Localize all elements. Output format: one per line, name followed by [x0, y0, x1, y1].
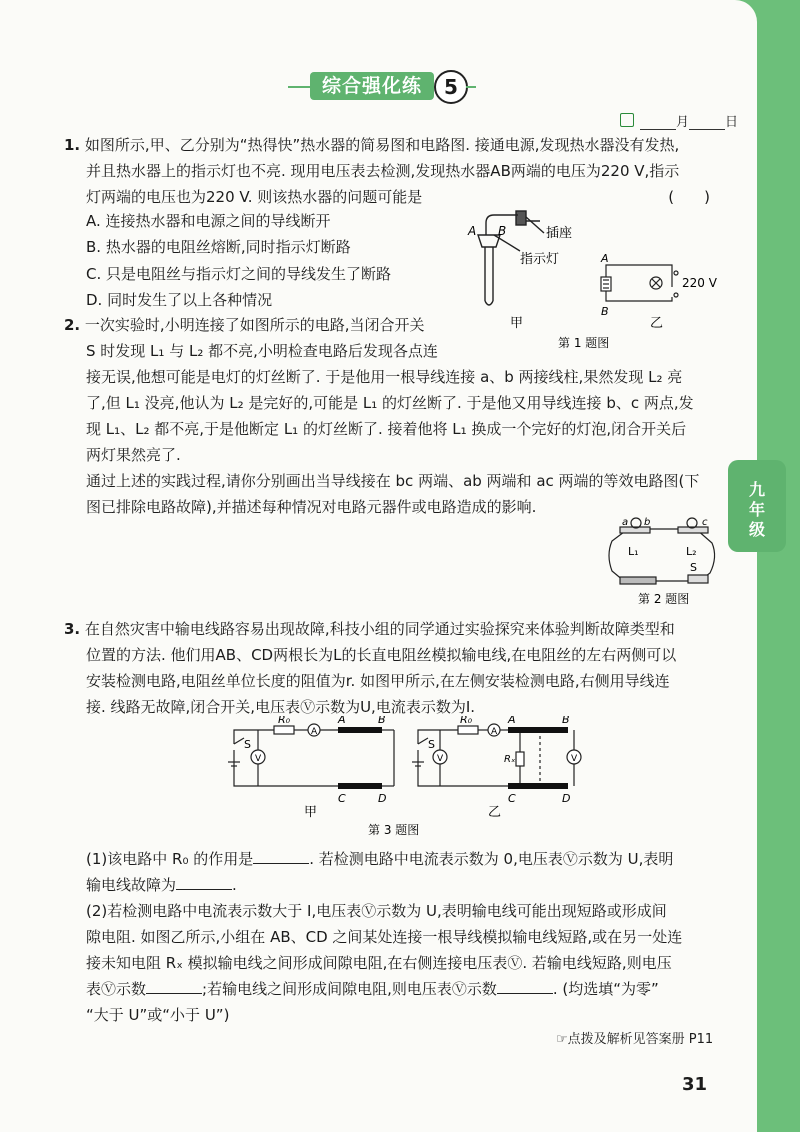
- figure-3: [222, 716, 592, 838]
- q1-text-line: 如图所示,甲、乙分别为“热得快”热水器的简易图和电路图. 接通电源,发现热水器没有发热,: [84, 136, 680, 154]
- section-banner: [288, 68, 476, 106]
- A-jia: A: [338, 716, 346, 726]
- D-yi: D: [562, 792, 571, 805]
- banner-line-left: [288, 86, 310, 88]
- question-number: 2.: [64, 316, 81, 334]
- C-jia: C: [338, 792, 346, 805]
- label-A: A: [468, 224, 477, 238]
- voltmeter-jia: V: [255, 754, 262, 764]
- A-yi: A: [508, 716, 516, 726]
- date-field: 月 日: [620, 111, 738, 130]
- voltmeter-yi-right: V: [571, 754, 578, 764]
- fig3-jia: 甲: [304, 805, 318, 820]
- terminal-c: c: [702, 517, 708, 528]
- fig1-jia: 甲: [510, 316, 524, 331]
- q3-part-2: (2)若检测电路中电流表示数大于 I,电压表Ⓥ示数为 U,表明输电线可能出现短路或形成间 隙电阻. 如图乙所示,小组在 AB、CD 之间某处连接一根导线模拟输电线短路,或在另一处连 接未知电阻 Rₓ 模拟输电线之间形成间隙电阻,在右侧连接电压表Ⓥ. 若输电线短路,则电压 表Ⓥ示数 ;若输电线之间形成间隙电阻,则电压表Ⓥ示数 . (均选填“为零” “大于 U”或“小于 U”): [86, 902, 683, 1024]
- answer-blank[interactable]: [497, 977, 553, 994]
- wire-AB-yi: [508, 727, 568, 733]
- socket-label: 插座: [546, 226, 573, 241]
- q1-option-a: A. 连接热水器和电源之间的导线断开: [86, 212, 331, 230]
- q2-text-line: 现 L₁、L₂ 都不亮,于是他断定 L₁ 的灯丝断了. 接着他将 L₁ 换成一个完好的灯泡,闭合开关后: [86, 420, 687, 438]
- question-3: [64, 616, 728, 720]
- q2-text-line: 接无误,他想可能是电灯的灯丝断了. 于是他用一根导线连接 a、b 两接线柱,果然发现 L₂ 亮: [86, 368, 683, 386]
- q2-text-line: 了,但 L₁ 没亮,他认为 L₂ 是完好的,可能是 L₁ 的灯丝断了. 于是他又用导线连接 b、c 两点,发: [86, 394, 694, 412]
- q1-option-c: C. 只是电阻丝与指示灯之间的导线发生了断路: [86, 265, 392, 283]
- answer-blank[interactable]: [146, 977, 202, 994]
- page-number: 31: [682, 1074, 708, 1095]
- D-jia: D: [378, 792, 387, 805]
- answer-blank[interactable]: [176, 873, 232, 890]
- q3-text-line: 接. 线路无故障,闭合开关,电压表Ⓥ示数为U,电流表示数为I.: [86, 698, 476, 716]
- question-2-body: [86, 364, 726, 520]
- fig1-yi: 乙: [650, 316, 664, 331]
- grade-side-tab[interactable]: 九 年 级: [728, 460, 786, 552]
- q3-text-line: 位置的方法. 他们用AB、CD两根长为L的长直电阻丝模拟输电线,在电阻丝的左右两侧可以: [86, 646, 677, 664]
- voltage-label: 220 V: [682, 276, 717, 290]
- q1-text-line: 灯两端的电压也为220 V. 则该热水器的问题可能是 ( ): [64, 184, 724, 210]
- answer-blank[interactable]: [253, 847, 309, 864]
- fig1-caption: 第 1 题图: [558, 336, 610, 350]
- wire-CD-jia: [338, 783, 382, 789]
- circuit-label-B: B: [601, 305, 609, 318]
- question-number: 3.: [64, 620, 81, 638]
- banner-line-right: [466, 86, 476, 88]
- answer-hint: ☞点拨及解析见答案册 P11: [556, 1032, 714, 1047]
- q1-option-b: B. 热水器的电阻丝熔断,同时指示灯断路: [86, 238, 351, 256]
- section-title: 综合强化练: [310, 72, 434, 100]
- label-B: B: [498, 224, 507, 238]
- circuit-label-A: A: [601, 252, 609, 265]
- fig3-yi: 乙: [488, 805, 502, 820]
- switch-S-jia: S: [244, 738, 251, 751]
- q2-text-line: 一次实验时,小明连接了如图所示的电路,当闭合开关: [84, 316, 425, 334]
- C-yi: C: [508, 792, 516, 805]
- lamp-L1: L₁: [628, 545, 639, 558]
- section-number: 5: [434, 70, 468, 104]
- q3-text-line: 在自然灾害中输电线路容易出现故障,科技小组的同学通过实验探究来体验判断故障类型和: [84, 620, 675, 638]
- switch-S: S: [690, 561, 697, 574]
- calendar-icon: [620, 113, 634, 127]
- q2-text-line: S 时发现 L₁ 与 L₂ 都不亮,小明检查电路后发现各点连: [86, 342, 438, 360]
- q3-part-1: (1)该电路中 R₀ 的作用是 . 若检测电路中电流表示数为 0,电压表Ⓥ示数为 U,表明 输电线故障为 .: [86, 846, 726, 898]
- wire-CD-yi: [508, 783, 568, 789]
- R0-jia: R₀: [278, 716, 291, 726]
- fig2-caption: 第 2 题图: [638, 592, 690, 606]
- indicator-label: 指示灯: [520, 252, 560, 267]
- q1-option-d: D. 同时发生了以上各种情况: [86, 291, 273, 309]
- q3-text-line: 安装检测电路,电阻丝单位长度的阻值为r. 如图甲所示,在左侧安装检测电路,右侧用导线连: [86, 672, 670, 690]
- q2-text-line: 两灯果然亮了.: [86, 446, 181, 464]
- q2-text-line: 通过上述的实践过程,请你分别画出当导线接在 bc 两端、ab 两端和 ac 两端的等效电路图(下: [86, 472, 700, 490]
- question-1: [64, 132, 724, 210]
- question-number: 1.: [64, 136, 81, 154]
- B-jia: B: [378, 716, 386, 726]
- ammeter-yi: A: [491, 727, 498, 737]
- q1-text-line: 并且热水器上的指示灯也不亮. 现用电压表去检测,发现热水器AB两端的电压为220 V,指示: [86, 162, 680, 180]
- heater-circuit: [601, 265, 678, 301]
- R0-yi: R₀: [460, 716, 473, 726]
- fig3-caption: 第 3 题图: [368, 823, 420, 837]
- voltmeter-yi-left: V: [437, 754, 444, 764]
- answer-paren[interactable]: ( ): [668, 188, 710, 206]
- terminal-b: b: [644, 517, 651, 528]
- figure-2: [598, 515, 726, 607]
- figure-1: [460, 205, 730, 355]
- q2-text-line: 图已排除电路故障),并描述每种情况对电路元器件或电路造成的影响.: [86, 498, 537, 516]
- switch-S-yi: S: [428, 738, 435, 751]
- terminal-a: a: [622, 517, 629, 528]
- B-yi: B: [562, 716, 570, 726]
- wire-AB-jia: [338, 727, 382, 733]
- Rx-yi: Rₓ: [504, 754, 516, 765]
- lamp-L2: L₂: [686, 545, 697, 558]
- ammeter-jia: A: [311, 727, 318, 737]
- question-2-head: [64, 312, 484, 364]
